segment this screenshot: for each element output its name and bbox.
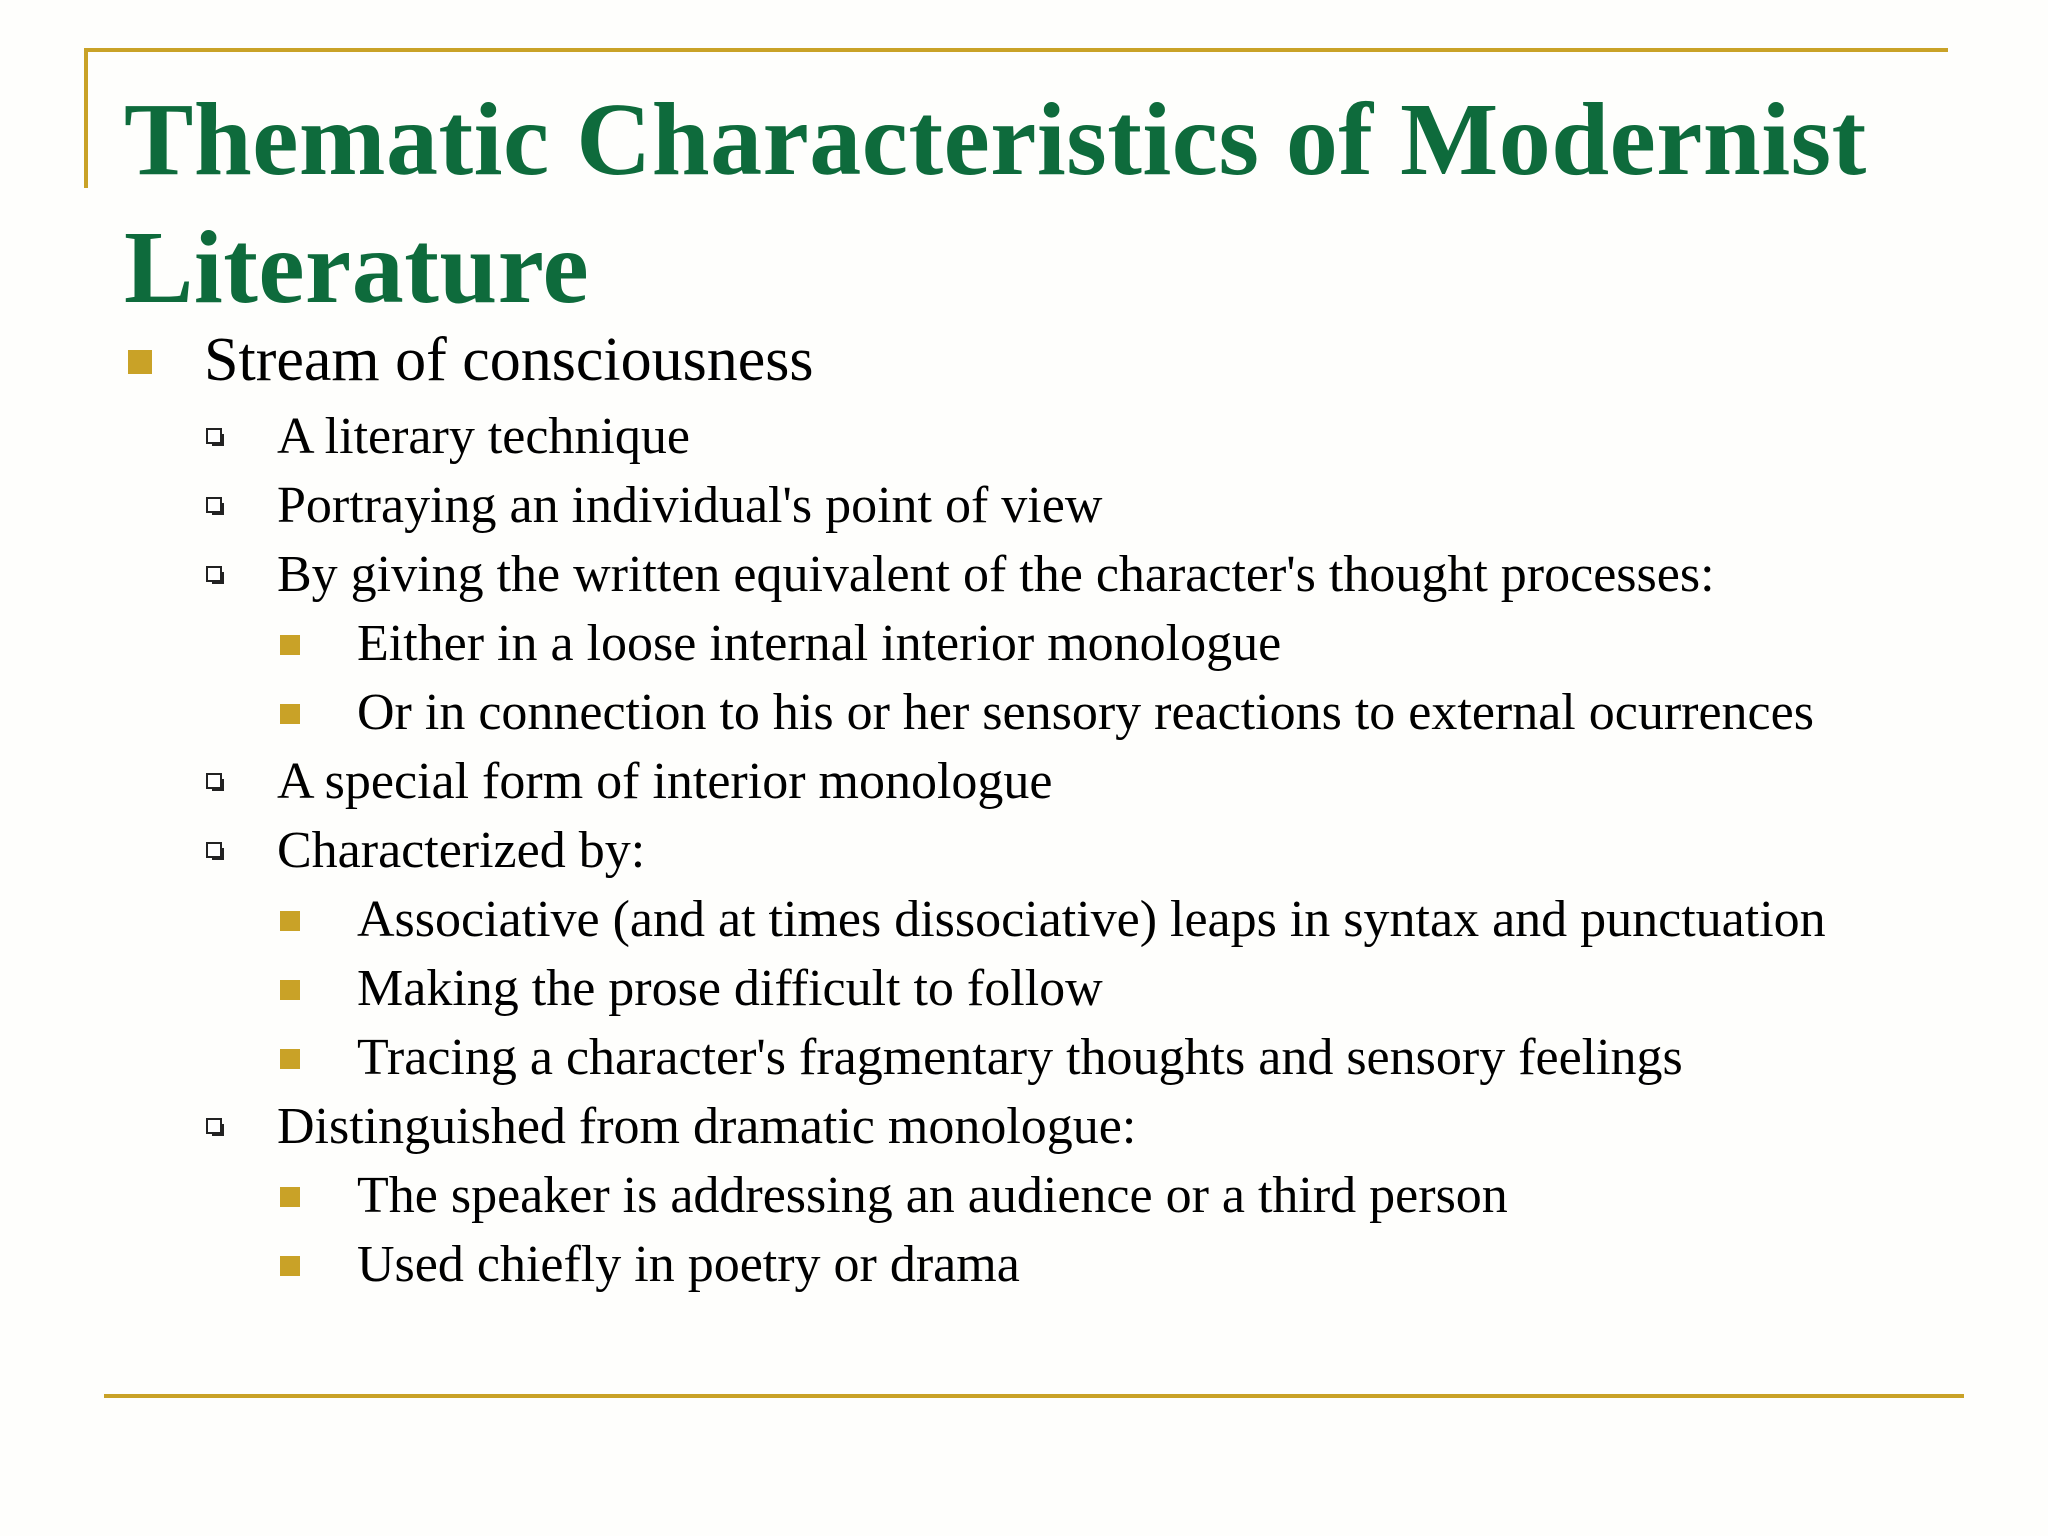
- hollow-square-bullet-icon: [206, 1118, 222, 1134]
- square-bullet-icon: [280, 911, 300, 931]
- bullet-item-level-2: [0, 816, 2048, 885]
- bullet-item-level-3: [0, 1230, 2048, 1299]
- bullet-text: Or in connection to his or her sensory reactions to external ocurrences: [357, 684, 1814, 741]
- square-bullet-icon: [128, 350, 152, 374]
- bullet-item-level-2: [0, 1092, 2048, 1161]
- hollow-square-bullet-icon: [206, 566, 222, 582]
- square-bullet-icon: [280, 1187, 300, 1207]
- hollow-square-bullet-icon: [206, 773, 222, 789]
- slide-title: Thematic Characteristics of Modernist Literature: [124, 82, 1867, 325]
- bullet-list: [0, 318, 2048, 1299]
- bullet-item-level-1: [0, 318, 2048, 402]
- bullet-text: Tracing a character's fragmentary thoughts and sensory feelings: [357, 1029, 1683, 1086]
- top-rule: [84, 48, 1948, 52]
- bullet-text: Either in a loose internal interior monologue: [357, 615, 1282, 672]
- bullet-item-level-2: [0, 540, 2048, 609]
- bullet-item-level-2: [0, 747, 2048, 816]
- bullet-text: A literary technique: [277, 408, 690, 465]
- square-bullet-icon: [280, 1256, 300, 1276]
- bullet-item-level-2: [0, 471, 2048, 540]
- hollow-square-bullet-icon: [206, 428, 222, 444]
- bullet-item-level-3: [0, 1023, 2048, 1092]
- bullet-text: Used chiefly in poetry or drama: [357, 1236, 1020, 1293]
- bullet-item-level-3: [0, 609, 2048, 678]
- bullet-text: Distinguished from dramatic monologue:: [277, 1098, 1137, 1155]
- bullet-text: Associative (and at times dissociative) leaps in syntax and punctuation: [357, 891, 1826, 948]
- square-bullet-icon: [280, 1049, 300, 1069]
- square-bullet-icon: [280, 980, 300, 1000]
- bullet-text: The speaker is addressing an audience or a third person: [357, 1167, 1508, 1224]
- bullet-text: A special form of interior monologue: [277, 753, 1053, 810]
- left-rule: [84, 48, 88, 188]
- square-bullet-icon: [280, 635, 300, 655]
- bullet-item-level-3: [0, 678, 2048, 747]
- bullet-text: Characterized by:: [277, 822, 646, 879]
- bullet-item-level-3: [0, 1161, 2048, 1230]
- bullet-text: Stream of consciousness: [204, 326, 814, 394]
- bullet-text: By giving the written equivalent of the character's thought processes:: [277, 546, 1715, 603]
- bullet-text: Portraying an individual's point of view: [277, 477, 1103, 534]
- hollow-square-bullet-icon: [206, 497, 222, 513]
- bullet-item-level-2: [0, 402, 2048, 471]
- bullet-item-level-3: [0, 885, 2048, 954]
- bullet-text: Making the prose difficult to follow: [357, 960, 1103, 1017]
- bottom-rule: [104, 1394, 1964, 1398]
- square-bullet-icon: [280, 704, 300, 724]
- hollow-square-bullet-icon: [206, 842, 222, 858]
- bullet-item-level-3: [0, 954, 2048, 1023]
